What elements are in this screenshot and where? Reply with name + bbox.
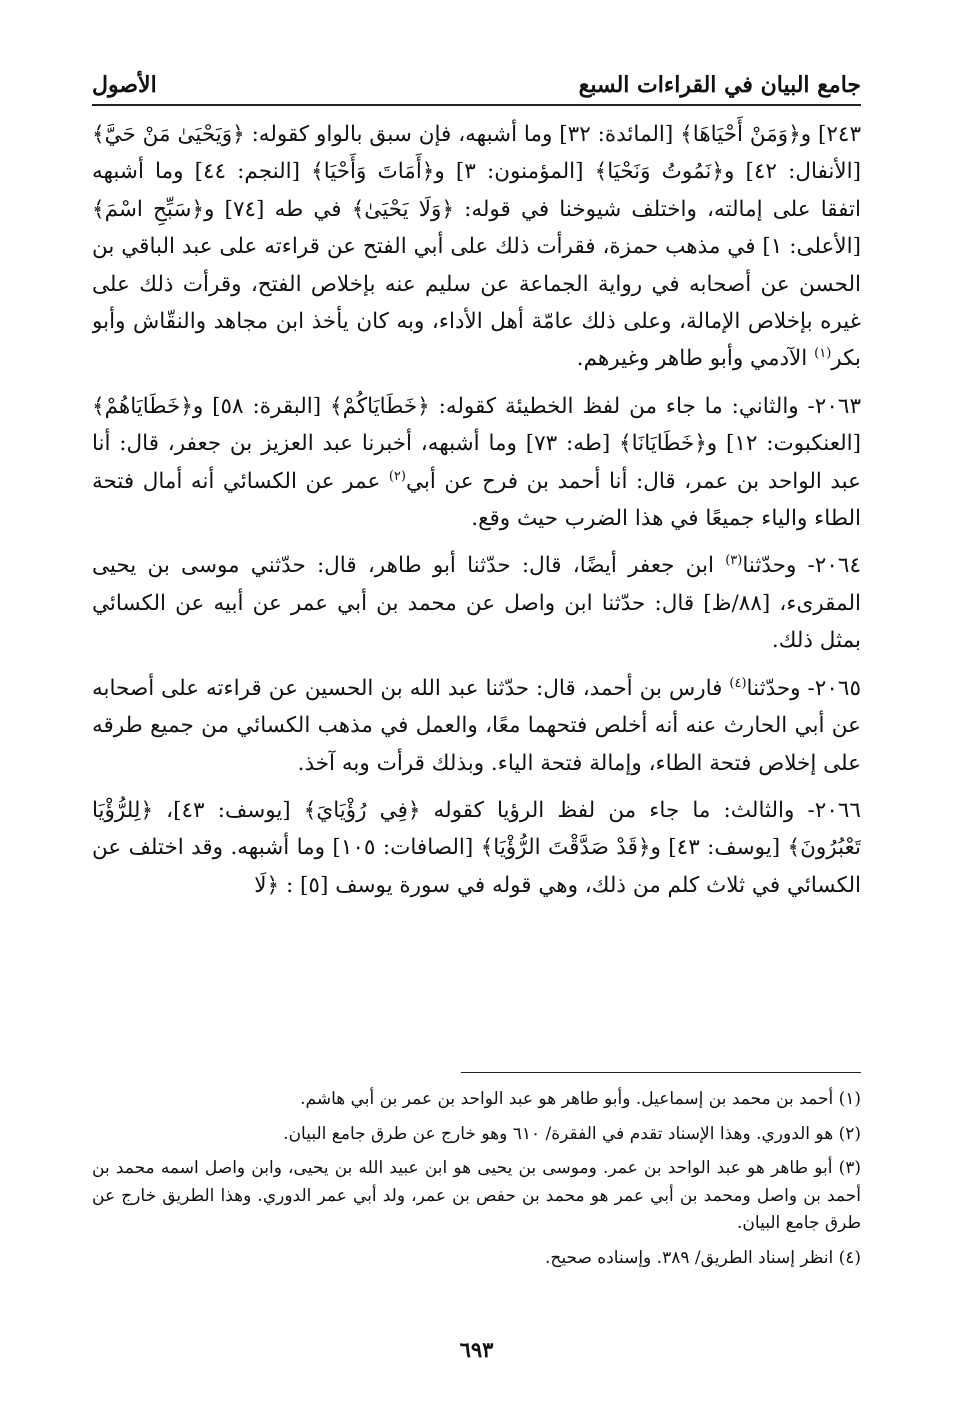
footnote-2: (٢) هو الدوري. وهذا الإسناد تقدم في الفقرة/ ٦١٠ وهو خارج عن طرق جامع البيان. [283,1123,861,1144]
paragraph-text: ٢٤٣] و﴿وَمَنْ أَحْيَاهَا﴾ [المائدة: ٣٢] وما أشبهه، فإن سبق بالواو كقوله: ﴿وَيَحْيَىٰ مَنْ حَيَّ﴾ [الأنفال: ٤٢] و﴿نَمُوتُ وَنَحْيَا﴾ [المؤمنون: ٣] و﴿أَمَاتَ وَأَحْيَا﴾ [النجم: ٤٤] وما أشبهه اتفقا على إمالته، واختلف شيوخنا في قوله: ﴿وَلَا يَحْيَىٰ﴾ في طه [٧٤] و﴿سَبِّحِ اسْمَ﴾ [الأعلى: ١] في مذهب حمزة، فقرأت ذلك على أبي الفتح عن قراءته على عبد الباقي بن الحسن عن أصحابه في رواية الجماعة عن سليم عنه بإخلاص الفتح، وقرأت ذلك على غيره بإخلاص الإمالة، وعلى ذلك عامّة أهل الأداء، وبه كان يأخذ ابن مجاهد والنقّاش وأبو بكر [92,122,861,372]
paragraph-2063 [92,388,861,538]
paragraph-text: ٢٠٦٦- والثالث: ما جاء من لفظ الرؤيا كقوله ﴿فِي رُؤْيَايَ﴾ [يوسف: ٤٣]، ﴿لِلرُّؤْيَا تَعْبُرُونَ﴾ [يوسف: ٤٣] و﴿قَدْ صَدَّقْتَ الرُّؤْيَا﴾ [الصافات: ١٠٥] وما أشبهه. وقد اختلف عن الكسائي في ثلاث كلم من ذلك، وهي قوله في سورة يوسف [٥] : ﴿لَا [92,797,861,898]
paragraph-text-after-ref: فارس بن أحمد، قال: حدّثنا عبد الله بن الحسين عن قراءته على أصحابه عن أبي الحارث عنه أنه أخلص فتحهما معًا، والعمل في مذهب الكسائي من جميع طرقه على إخلاص فتحة الطاء، وإمالة فتحة الياء. وبذلك قرأت وبه آخذ. [92,675,861,776]
paragraph-continuation [92,116,861,378]
section-title: الأصول [92,72,157,98]
paragraph-2066 [92,792,861,904]
paragraph-text: ٢٠٦٥- وحدّثنا [746,675,861,701]
header-rule [92,104,861,106]
footnotes [92,1086,861,1334]
paragraph-text: ٢٠٦٤- وحدّثنا [742,553,861,579]
footnote-ref-4: (٤) [729,675,747,691]
paragraph-text-after-ref: ابن جعفر أيضًا، قال: حدّثنا أبو طاهر، قال: حدّثني موسى بن يحيى المقرىء، [٨٨/ظ] قال: حدّثنا ابن واصل عن محمد بن أبي عمر عن أبيه عن الكسائي بمثل ذلك. [92,553,861,654]
paragraph-text: ٢٠٦٣- والثاني: ما جاء من لفظ الخطيئة كقوله: ﴿خَطَايَاكُمْ﴾ [البقرة: ٥٨] و﴿خَطَايَاهُمْ﴾ [العنكبوت: ١٢] و﴿خَطَايَانَا﴾ [طه: ٧٣] وما أشبهه، أخبرنا عبد العزيز بن جعفر، قال: أنا عبد الواحد بن عمر، قال: أنا أحمد بن فرح عن أبي [92,393,861,494]
footnote-ref-2: (٢) [388,468,406,484]
footnote-1: (١) أحمد بن محمد بن إسماعيل. وأبو طاهر هو عبد الواحد بن عمر بن أبي هاشم. [300,1089,861,1109]
paragraph-text-after-ref: الآدمي وأبو طاهر وغيرهم. [576,346,815,372]
paragraph-2064 [92,547,861,659]
footnote-ref-1: (١) [814,346,832,362]
book-title: جامع البيان في القراءات السبع [578,72,861,98]
running-header [92,66,861,100]
paragraph-text-after-ref: عمر عن الكسائي أنه أمال فتحة الطاء والياء جميعًا في هذا الضرب حيث وقع. [92,468,861,532]
paragraph-2065 [92,670,861,782]
main-text [92,116,861,1051]
footnote-rule [461,1072,861,1073]
page-number: ٦٩٣ [459,1337,494,1362]
footnote-4: (٤) انظر إسناد الطريق/ ٣٨٩. وإسناده صحيح. [544,1247,861,1268]
footnote-ref-3: (٣) [725,553,743,569]
footnote-3: (٣) أبو طاهر هو عبد الواحد بن عمر. وموسى بن يحيى هو ابن عبيد الله بن يحيى، وابن واصل اسمه محمد بن أحمد بن واصل ومحمد بن أبي عمر هو محمد بن حفص بن عمر، ولد أبي عمر الدوري. وهذا الطريق خارج عن طرق جامع البيان. [92,1158,861,1233]
